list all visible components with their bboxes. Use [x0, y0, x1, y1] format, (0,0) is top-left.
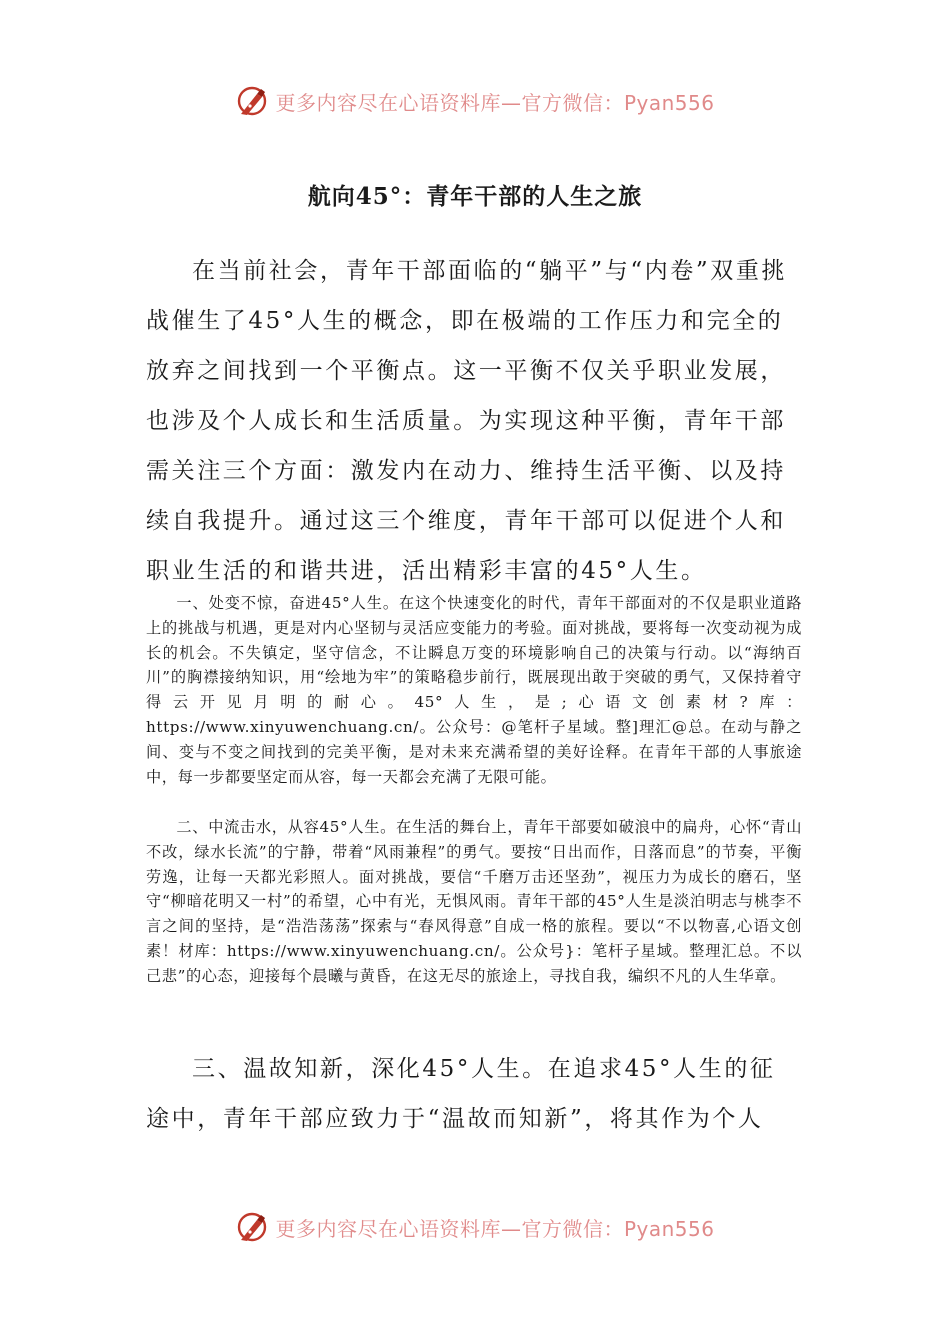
banner-text: 更多内容尽在心语资料库—官方微信：Pyan556: [275, 90, 715, 115]
footer-banner: [0, 1210, 950, 1244]
pen-nib-logo-icon: [235, 84, 269, 118]
intro-paragraph: 在当前社会，青年干部面临的“躺平”与“内卷”双重挑战催生了45°人生的概念，即在极端的工作压力和完全的放弃之间找到一个平衡点。这一平衡不仅关乎职业发展，也涉及个人成长和生活质量。为实现这种平衡，青年干部需关注三个方面：激发内在动力、维持生活平衡、以及持续自我提升。通过这三个维度，青年干部可以促进个人和职业生活的和谐共进，活出精彩丰富的45°人生。: [146, 258, 788, 584]
banner-text: 更多内容尽在心语资料库—官方微信：Pyan556: [275, 1216, 715, 1241]
pen-nib-logo-icon: [235, 1210, 269, 1244]
section-one-paragraph: 一、处变不惊，奋进45°人生。在这个快速变化的时代，青年干部面对的不仅是职业道路上的挑战与机遇，更是对内心坚韧与灵活应变能力的考验。面对挑战，要将每一次变动视为成长的机会。不失镇定，坚守信念，不让瞬息万变的环境影响自己的决策与行动。以“海纳百川”的胸襟接纳知识，用“绘地为牢”的策略稳步前行，既展现出敢于突破的勇气，又保持着守得云开见月明的耐心。45°人生，是;心语文创素材?库：https://www.xinyuwenchuang.cn/。公众号：@笔杆子星域。整]理汇@总。在动与静之间、变与不变之间找到的完美平衡，是对未来充满希望的美好诠释。在青年干部的人事旅途中，每一步都要坚定而从容，每一天都会充满了无限可能。: [146, 594, 802, 786]
section-three-paragraph: 三、温故知新，深化45°人生。在追求45°人生的征途中，青年干部应致力于“温故而知新”，将其作为个人: [146, 1056, 776, 1132]
section-two-paragraph: 二、中流击水，从容45°人生。在生活的舞台上，青年干部要如破浪中的扁舟，心怀“青山不改，绿水长流”的宁静，带着“风雨兼程”的勇气。要按“日出而作，日落而息”的节奏，平衡劳逸，让每一天都光彩照人。面对挑战，要信“千磨万击还坚劲”，视压力为成长的磨石，坚守“柳暗花明又一村”的希望，心中有光，无惧风雨。青年干部的45°人生是淡泊明志与桃李不言之间的坚持，是“浩浩荡荡”探索与“春风得意”自成一格的旅程。要以“不以物喜,心语文创素！材库：https://www.xinyuwenchuang.cn/。公众号}：笔杆子星域。整理汇总。不以己悲”的心态，迎接每个晨曦与黄昏，在这无尽的旅途上，寻找自我，编织不凡的人生华章。: [146, 818, 802, 985]
document-title: 航向45°：青年干部的人生之旅: [307, 183, 643, 210]
header-banner: [0, 84, 950, 118]
